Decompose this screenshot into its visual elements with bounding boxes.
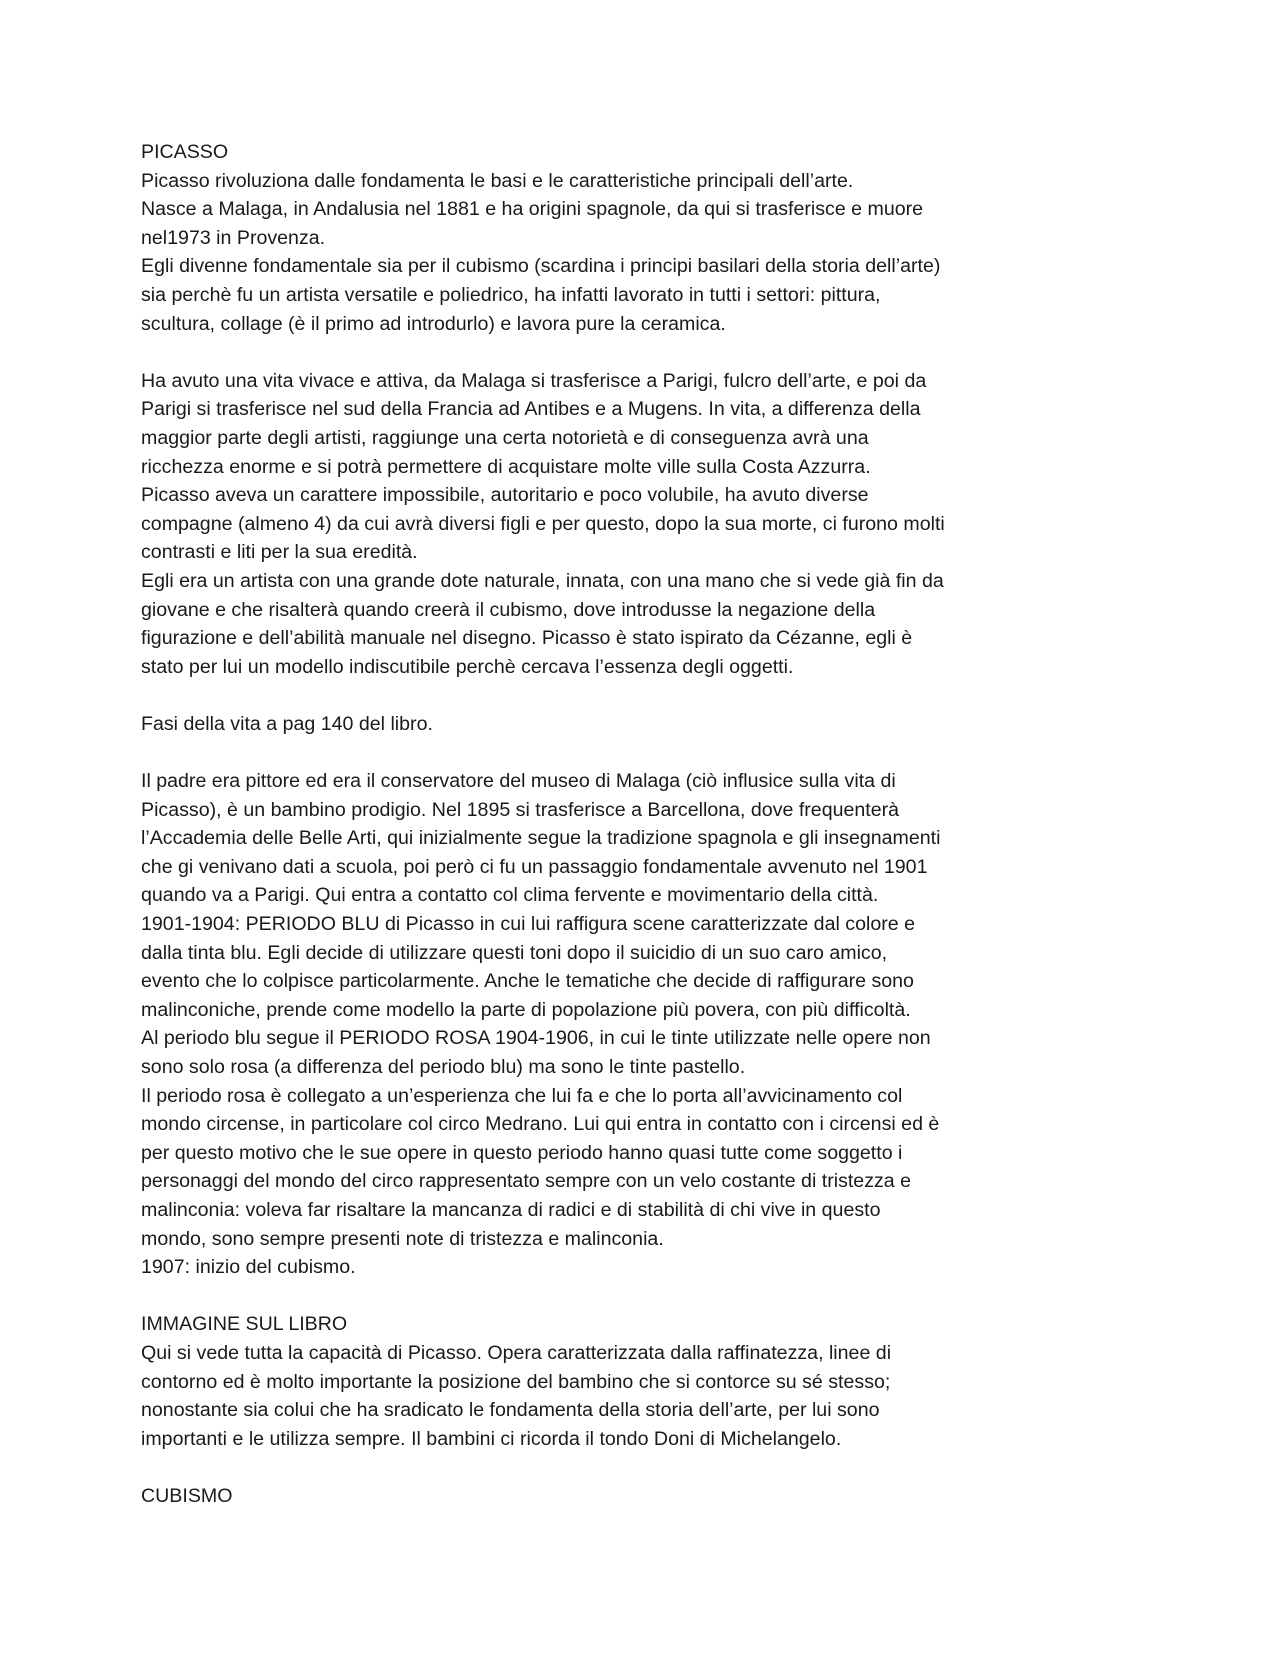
text-line: quando va a Parigi. Qui entra a contatto col clima fervente e movimentario della città. [141, 884, 879, 907]
text-line: Il padre era pittore ed era il conservatore del museo di Malaga (ciò influsice sulla vita di [141, 770, 896, 793]
text-line: nonostante sia colui che ha sradicato le fondamenta della storia dell’arte, per lui sono [141, 1399, 880, 1422]
paragraph [141, 1482, 1041, 1511]
text-line: che gi venivano dati a scuola, poi però ci fu un passaggio fondamentale avvenuto nel 1901 [141, 855, 928, 878]
paragraph-gap [141, 338, 1041, 367]
text-line: l’Accademia delle Belle Arti, qui inizialmente segue la tradizione spagnola e gli insegnamenti [141, 827, 941, 850]
text-line: Picasso), è un bambino prodigio. Nel 1895 si trasferisce a Barcellona, dove frequenterà [141, 798, 900, 821]
text-line: IMMAGINE SUL LIBRO [141, 1313, 348, 1336]
text-line: mondo circense, in particolare col circo Medrano. Lui qui entra in contatto con i circensi ed è [141, 1113, 940, 1136]
text-line: Egli divenne fondamentale sia per il cubismo (scardina i principi basilari della storia dell’arte) [141, 255, 941, 278]
text-line: sia perchè fu un artista versatile e poliedrico, ha infatti lavorato in tutti i settori: pittura, [141, 283, 881, 306]
text-line: importanti e le utilizza sempre. Il bambini ci ricorda il tondo Doni di Michelangelo. [141, 1427, 842, 1450]
text-line: contrasti e liti per la sua eredità. [141, 541, 418, 564]
text-line: malinconia: voleva far risaltare la mancanza di radici e di stabilità di chi vive in questo [141, 1198, 881, 1221]
text-line: compagne (almeno 4) da cui avrà diversi figli e per questo, dopo la sua morte, ci furono molti [141, 512, 945, 535]
text-line: Fasi della vita a pag 140 del libro. [141, 712, 433, 735]
text-line: nel1973 in Provenza. [141, 226, 326, 249]
text-line: maggior parte degli artisti, raggiunge una certa notorietà e di conseguenza avrà una [141, 426, 869, 449]
paragraph-gap [141, 1282, 1041, 1311]
paragraph [141, 367, 1041, 682]
text-line: personaggi del mondo del circo rappresentato sempre con un velo costante di tristezza e [141, 1170, 912, 1193]
text-line: Egli era un artista con una grande dote naturale, innata, con una mano che si vede già fin da [141, 569, 944, 592]
text-line: 1901-1904: PERIODO BLU di Picasso in cui lui raffigura scene caratterizzate dal colore e [141, 913, 915, 936]
paragraph [141, 767, 1041, 1282]
text-line: malinconiche, prende come modello la parte di popolazione più povera, con più difficoltà. [141, 998, 911, 1021]
text-line: Ha avuto una vita vivace e attiva, da Malaga si trasferisce a Parigi, fulcro dell’arte, e poi da [141, 369, 927, 392]
text-line: giovane e che risalterà quando creerà il cubismo, dove introdusse la negazione della [141, 598, 876, 621]
text-line: Il periodo rosa è collegato a un’esperienza che lui fa e che lo porta all’avvicinamento col [141, 1084, 903, 1107]
text-line: Al periodo blu segue il PERIODO ROSA 1904-1906, in cui le tinte utilizzate nelle opere non [141, 1027, 931, 1050]
paragraph [141, 1310, 1041, 1453]
text-line: contorno ed è molto importante la posizione del bambino che si contorce su sé stesso; [141, 1370, 891, 1393]
paragraph-gap [141, 738, 1041, 767]
paragraph [141, 138, 1041, 338]
text-line: PICASSO [141, 141, 229, 163]
text-line: evento che lo colpisce particolarmente. Anche le tematiche che decide di raffigurare sono [141, 970, 914, 993]
text-line: Qui si vede tutta la capacità di Picasso. Opera caratterizzata dalla raffinatezza, linee di [141, 1341, 892, 1364]
paragraph [141, 710, 1041, 739]
text-line: figurazione e dell’abilità manuale nel disegno. Picasso è stato ispirato da Cézanne, egli è [141, 627, 913, 650]
text-line: scultura, collage (è il primo ad introdurlo) e lavora pure la ceramica. [141, 312, 726, 335]
text-line: Picasso aveva un carattere impossibile, autoritario e poco volubile, ha avuto diverse [141, 484, 869, 507]
text-line: ricchezza enorme e si potrà permettere di acquistare molte ville sulla Costa Azzurra. [141, 455, 871, 478]
text-line: per questo motivo che le sue opere in questo periodo hanno quasi tutte come soggetto i [141, 1141, 903, 1164]
text-line: stato per lui un modello indiscutibile perchè cercava l’essenza degli oggetti. [141, 655, 794, 678]
text-line: 1907: inizio del cubismo. [141, 1256, 356, 1279]
text-line: sono solo rosa (a differenza del periodo blu) ma sono le tinte pastello. [141, 1056, 746, 1078]
document-body [141, 138, 1041, 1511]
text-line: dalla tinta blu. Egli decide di utilizzare questi toni dopo il suicidio di un suo caro amico, [141, 941, 888, 964]
paragraph-gap [141, 681, 1041, 710]
text-line: CUBISMO [141, 1484, 233, 1507]
text-line: Picasso rivoluziona dalle fondamenta le basi e le caratteristiche principali dell’arte. [141, 169, 854, 192]
text-line: Parigi si trasferisce nel sud della Francia ad Antibes e a Mugens. In vita, a differenza della [141, 398, 921, 421]
text-line: mondo, sono sempre presenti note di tristezza e malinconia. [141, 1227, 664, 1250]
paragraph-gap [141, 1453, 1041, 1482]
text-line: Nasce a Malaga, in Andalusia nel 1881 e ha origini spagnole, da qui si trasferisce e muore [141, 198, 924, 221]
